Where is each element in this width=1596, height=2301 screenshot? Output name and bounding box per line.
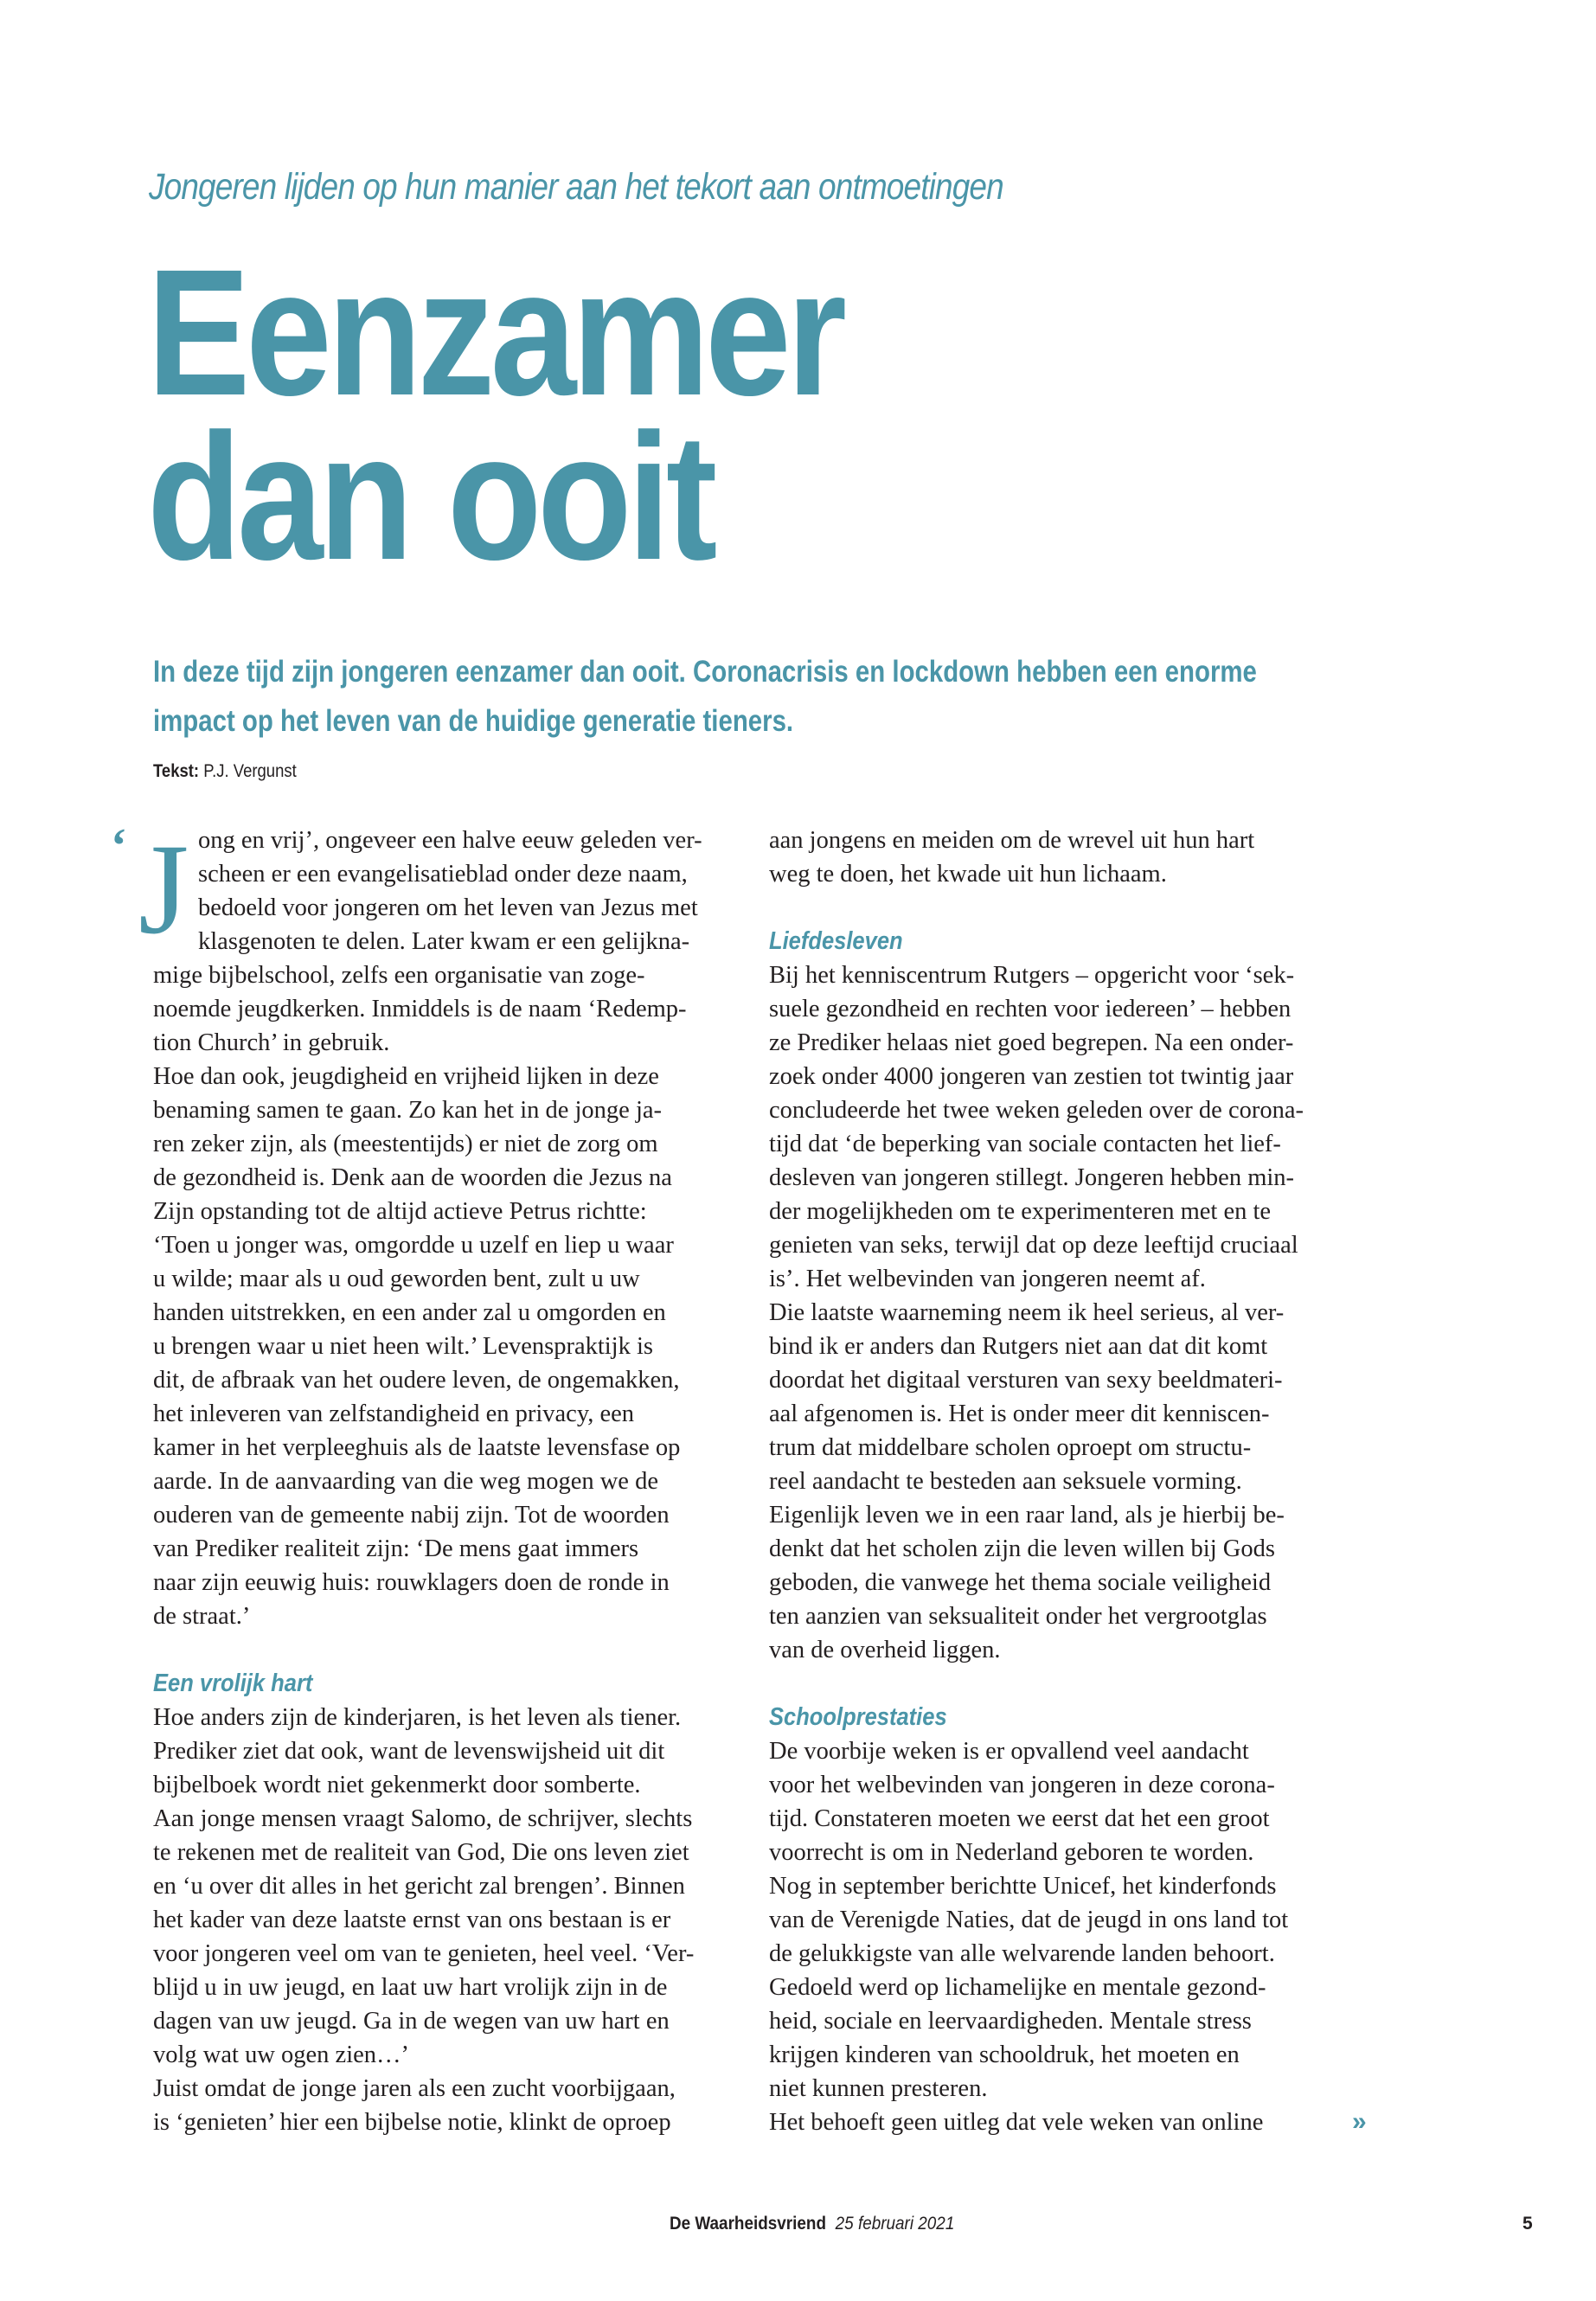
body-text-line: ten aanzien van seksualiteit onder het vergrootglas <box>769 1603 1267 1630</box>
body-text-line: voor jongeren veel om van te genieten, heel veel. ‘Ver- <box>153 1940 695 1967</box>
body-text-line: aan jongens en meiden om de wrevel uit hun hart <box>769 827 1255 854</box>
body-text-line: te rekenen met de realiteit van God, Die ons leven ziet <box>153 1839 689 1866</box>
body-text-line: trum dat middelbare scholen oproept om structu- <box>769 1434 1252 1461</box>
continue-arrow-icon: » <box>1352 2107 1367 2136</box>
body-text-line: Prediker ziet dat ook, want de levenswijsheid uit dit <box>153 1738 665 1765</box>
body-text-line: Hoe dan ook, jeugdigheid en vrijheid lijken in deze <box>153 1063 659 1090</box>
dropcap-quote: ‘ <box>111 819 127 873</box>
body-text-line: der mogelijkheden om te experimenteren met en te <box>769 1198 1272 1225</box>
body-text-line: denkt dat het scholen zijn die leven willen bij Gods <box>769 1535 1275 1562</box>
body-text-line: Zijn opstanding tot de altijd actieve Petrus richtte: <box>153 1198 647 1225</box>
body-text-line: doordat het digitaal versturen van sexy beeldmateri- <box>769 1367 1283 1394</box>
body-text-line: Die laatste waarneming neem ik heel serieus, al ver- <box>769 1299 1285 1326</box>
body-text-line: is ‘genieten’ hier een bijbelse notie, klinkt de oproep <box>153 2109 671 2136</box>
body-text-line: heid, sociale en leervaardigheden. Mentale stress <box>769 2008 1252 2035</box>
body-text-line: van de overheid liggen. <box>769 1637 1001 1663</box>
body-text-line: handen uitstrekken, en een ander zal u omgorden en <box>153 1299 666 1326</box>
body-text-line: het inleveren van zelfstandigheid en privacy, een <box>153 1400 635 1427</box>
body-text-line: niet kunnen presteren. <box>769 2075 988 2102</box>
dropcap-letter: J <box>138 817 189 961</box>
body-text-line: de gezondheid is. Denk aan de woorden die Jezus na <box>153 1164 672 1191</box>
body-text-line: aarde. In de aanvaarding van die weg mogen we de <box>153 1468 658 1495</box>
body-text-line: Nog in september berichtte Unicef, het kinderfonds <box>769 1873 1277 1900</box>
column-left <box>153 824 741 2139</box>
byline-author: P.J. Vergunst <box>203 761 297 781</box>
footer <box>670 2214 954 2234</box>
body-text-line: dit, de afbraak van het oudere leven, de ongemakken, <box>153 1367 680 1394</box>
body-text-line: volg wat uw ogen zien…’ <box>153 2041 410 2068</box>
body-text-line: de straat.’ <box>153 1603 251 1630</box>
publication-name: De Waarheidsvriend <box>670 2214 827 2234</box>
title-line-2: dan ooit <box>147 397 714 598</box>
body-text-line: tijd. Constateren moeten we eerst dat het een groot <box>769 1805 1270 1832</box>
body-text-line: ouderen van de gemeente nabij zijn. Tot de woorden <box>153 1502 670 1529</box>
issue-date: 25 februari 2021 <box>835 2214 955 2234</box>
body-text-line: tijd dat ‘de beperking van sociale contacten het lief- <box>769 1131 1281 1157</box>
body-text-line: suele gezondheid en rechten voor iedereen’ – hebben <box>769 996 1292 1022</box>
page-number: 5 <box>1522 2214 1533 2234</box>
body-text-line: scheen er een evangelisatieblad onder deze naam, <box>198 861 688 888</box>
spacer <box>153 1633 741 1667</box>
body-text-line: klasgenoten te delen. Later kwam er een gelijkna- <box>198 928 690 955</box>
body-text-line: blijd u in uw jeugd, en laat uw hart vrolijk zijn in de <box>153 1974 668 2001</box>
body-text-line: Eigenlijk leven we in een raar land, als je hierbij be- <box>769 1502 1285 1529</box>
body-text-line: desleven van jongeren stillegt. Jongeren hebben min- <box>769 1164 1295 1191</box>
body-text-line: ong en vrij’, ongeveer een halve eeuw geleden ver- <box>198 827 702 854</box>
body-text-line: ren zeker zijn, als (meestentijds) er niet de zorg om <box>153 1131 658 1157</box>
body-text-line: u brengen waar u niet heen wilt.’ Levenspraktijk is <box>153 1333 653 1360</box>
section-heading: Schoolprestaties <box>769 1703 947 1731</box>
body-text-line: Aan jonge mensen vraagt Salomo, de schrijver, slechts <box>153 1805 693 1832</box>
body-text-line: bijbelboek wordt niet gekenmerkt door somberte. <box>153 1772 641 1798</box>
spacer <box>769 891 1357 925</box>
body-text-line: van de Verenigde Naties, dat de jeugd in ons land tot <box>769 1907 1289 1933</box>
body-text-line: Juist omdat de jonge jaren als een zucht voorbijgaan, <box>153 2075 676 2102</box>
article-title <box>147 233 843 598</box>
body-text-line: Bij het kenniscentrum Rutgers – opgericht voor ‘sek- <box>769 962 1295 989</box>
body-text-line: en ‘u over dit alles in het gericht zal brengen’. Binnen <box>153 1873 685 1900</box>
body-text-line: benaming samen te gaan. Zo kan het in de jonge ja- <box>153 1097 663 1124</box>
body-text-line: u wilde; maar als u oud geworden bent, zult u uw <box>153 1266 640 1292</box>
body-text-line: mige bijbelschool, zelfs een organisatie van zoge- <box>153 962 645 989</box>
body-text-line: ‘Toen u jonger was, omgordde u uzelf en liep u waar <box>153 1232 674 1259</box>
body-text-line: reel aandacht te besteden aan seksuele vorming. <box>769 1468 1242 1495</box>
column-right <box>769 824 1357 2139</box>
body-text-line: naar zijn eeuwig huis: rouwklagers doen de ronde in <box>153 1569 670 1596</box>
lead-line-1: In deze tijd zijn jongeren eenzamer dan ooit. Coronacrisis en lockdown hebben een enorme <box>153 655 1257 689</box>
body-text-line: bind ik er anders dan Rutgers niet aan dat dit komt <box>769 1333 1268 1360</box>
body-text-line: weg te doen, het kwade uit hun lichaam. <box>769 861 1167 888</box>
body-text-line: voor het welbevinden van jongeren in deze corona- <box>769 1772 1275 1798</box>
title-line-1: Eenzamer <box>147 233 843 433</box>
body-text-line: concludeerde het twee weken geleden over de corona- <box>769 1097 1304 1124</box>
byline <box>153 761 297 782</box>
body-text-line: de gelukkigste van alle welvarende landen behoort. <box>769 1940 1275 1967</box>
body-text-line: Hoe anders zijn de kinderjaren, is het leven als tiener. <box>153 1704 682 1731</box>
body-text-line: kamer in het verpleeghuis als de laatste levensfase op <box>153 1434 681 1461</box>
body-text-line: noemde jeugdkerken. Inmiddels is de naam ‘Redemp- <box>153 996 687 1022</box>
lead-paragraph <box>153 647 1257 746</box>
body-text-line: Het behoeft geen uitleg dat vele weken van online <box>769 2109 1264 2136</box>
body-text-line: zoek onder 4000 jongeren van zestien tot twintig jaar <box>769 1063 1294 1090</box>
section-heading: Een vrolijk hart <box>153 1670 313 1697</box>
body-text-line: tion Church’ in gebruik. <box>153 1029 390 1056</box>
body-text-line: geboden, die vanwege het thema sociale veiligheid <box>769 1569 1272 1596</box>
body-text-line: Gedoeld werd op lichamelijke en mentale gezond- <box>769 1974 1266 2001</box>
kicker: Jongeren lijden op hun manier aan het tekort aan ontmoetingen <box>149 166 1003 208</box>
section-heading: Liefdesleven <box>769 927 903 955</box>
body-text-line: De voorbije weken is er opvallend veel aandacht <box>769 1738 1249 1765</box>
body-text-line: genieten van seks, terwijl dat op deze leeftijd cruciaal <box>769 1232 1298 1259</box>
lead-line-2: impact op het leven van de huidige generatie tieners. <box>153 704 794 738</box>
body-text-line: is’. Het welbevinden van jongeren neemt af. <box>769 1266 1206 1292</box>
byline-label: Tekst: <box>153 761 200 781</box>
body-text-line: voorrecht is om in Nederland geboren te worden. <box>769 1839 1254 1866</box>
body-text-line: bedoeld voor jongeren om het leven van Jezus met <box>198 894 698 921</box>
body-text-line: het kader van deze laatste ernst van ons bestaan is er <box>153 1907 671 1933</box>
body-text-line: ze Prediker helaas niet goed begrepen. Na een onder- <box>769 1029 1294 1056</box>
body-text-line: aal afgenomen is. Het is onder meer dit kenniscen- <box>769 1400 1270 1427</box>
body-text-line: van Prediker realiteit zijn: ‘De mens gaat immers <box>153 1535 639 1562</box>
spacer <box>769 1667 1357 1701</box>
body-text-line: krijgen kinderen van schooldruk, het moeten en <box>769 2041 1240 2068</box>
body-text-line: dagen van uw jeugd. Ga in de wegen van uw hart en <box>153 2008 670 2035</box>
